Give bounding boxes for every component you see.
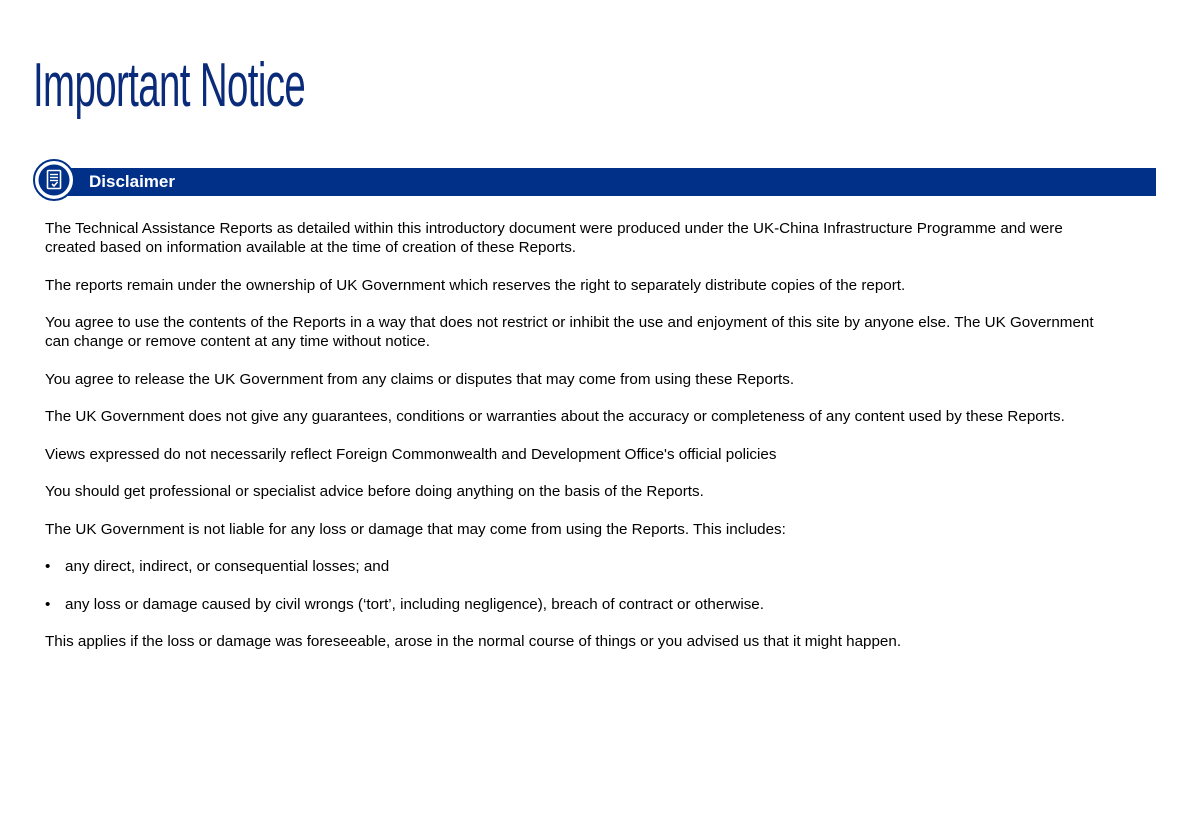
- page-title: Important Notice: [33, 51, 306, 120]
- disclaimer-paragraph: The reports remain under the ownership of UK Government which reserves the right to separately distribute copies of the report.: [45, 276, 906, 294]
- bullet-text: any direct, indirect, or consequential losses; and: [65, 558, 390, 575]
- disclaimer-closing: This applies if the loss or damage was foreseeable, arose in the normal course of things or you advised us that it might happen.: [45, 633, 902, 650]
- bullet-marker: •: [45, 595, 51, 613]
- bullet-text: any loss or damage caused by civil wrongs (‘tort’, including negligence), breach of contract or otherwise.: [65, 595, 764, 613]
- disclaimer-paragraph: You should get professional or specialist advice before doing anything on the basis of the Reports.: [45, 483, 704, 500]
- disclaimer-paragraph: The Technical Assistance Reports as detailed within this introductory document were produced under the UK-China Infrastructure Programme and were created based on information available at the time of creation of these Reports.: [45, 220, 1063, 256]
- section-header-bar: [52, 168, 1156, 196]
- disclaimer-body: [45, 219, 1105, 670]
- disclaimer-paragraph: You agree to use the contents of the Reports in a way that does not restrict or inhibit the use and enjoyment of this site by anyone else. The UK Government can change or remove content at any time without notice.: [45, 314, 1094, 350]
- disclaimer-paragraph: The UK Government is not liable for any loss or damage that may come from using the Reports. This includes:: [45, 520, 786, 538]
- bullet-item: [45, 595, 1105, 614]
- disclaimer-paragraph: You agree to release the UK Government from any claims or disputes that may come from using these Reports.: [45, 370, 795, 388]
- bullet-item: [45, 557, 1105, 576]
- document-check-icon: [33, 159, 75, 201]
- section-title: Disclaimer: [89, 172, 175, 191]
- disclaimer-paragraph: Views expressed do not necessarily reflect Foreign Commonwealth and Development Office's official policies: [45, 445, 777, 463]
- disclaimer-paragraph: The UK Government does not give any guarantees, conditions or warranties about the accuracy or completeness of any content used by these Reports.: [45, 408, 1065, 425]
- bullet-marker: •: [45, 558, 51, 575]
